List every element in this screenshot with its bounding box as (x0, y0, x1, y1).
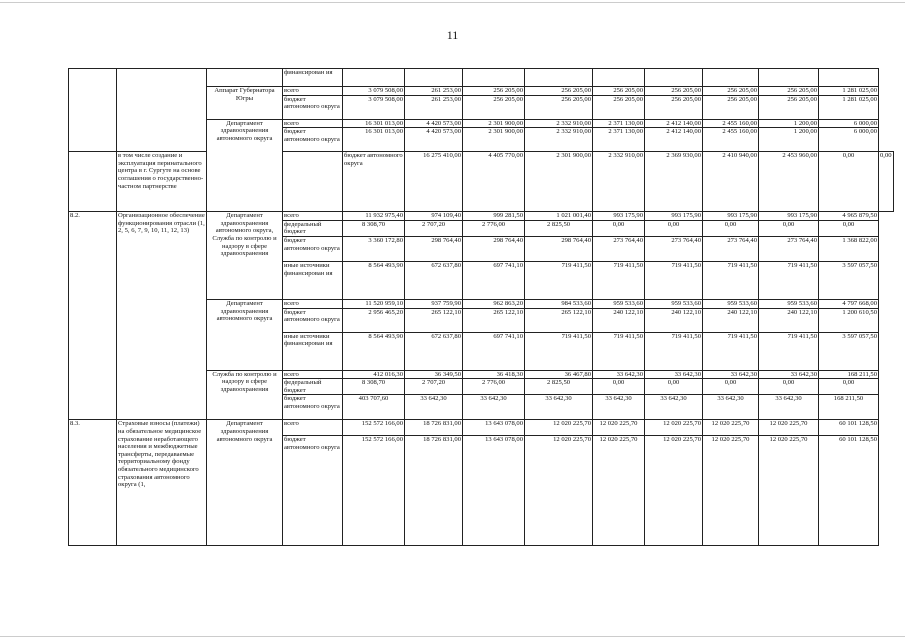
cell-value: 2 776,00 (463, 379, 525, 395)
cell-value: 16 301 013,00 (343, 128, 405, 152)
cell-value: 962 863,20 (463, 299, 525, 308)
cell-value: 240 122,10 (703, 308, 759, 332)
cell-value: 3 360 172,80 (343, 236, 405, 261)
cell-value: 256 205,00 (593, 87, 645, 96)
cell-no: 8.3. (69, 420, 117, 546)
cell-value: 2 301 900,00 (463, 119, 525, 128)
cell-value: 959 533,60 (645, 299, 703, 308)
cell-value: 2 956 465,20 (343, 308, 405, 332)
cell-value (703, 69, 759, 87)
cell-value: 697 741,10 (463, 261, 525, 299)
cell-value (525, 69, 593, 87)
cell-value: 18 726 831,00 (405, 436, 463, 546)
cell-value: 719 411,50 (645, 332, 703, 370)
cell-source: иные источники финансирован ия (283, 332, 343, 370)
cell-exec (207, 69, 283, 87)
cell-value: 0,00 (759, 220, 819, 236)
cell-value: 16 301 013,00 (343, 119, 405, 128)
cell-value: 672 637,80 (405, 261, 463, 299)
cell-value: 273 764,40 (645, 236, 703, 261)
cell-value: 2 301 900,00 (463, 128, 525, 152)
cell-value: 2 825,50 (525, 379, 593, 395)
cell-value (593, 69, 645, 87)
cell-value: 298 764,40 (525, 236, 593, 261)
cell-value: 0,00 (645, 379, 703, 395)
cell-value: 2 825,50 (525, 220, 593, 236)
cell-value: 984 533,60 (525, 299, 593, 308)
cell-value: 2 412 140,00 (645, 119, 703, 128)
cell-value: 16 275 410,00 (405, 152, 463, 212)
cell-value: 4 420 573,00 (405, 119, 463, 128)
cell-value: 2 332 910,00 (525, 128, 593, 152)
cell-exec: Департамент здравоохранения автономного округа (207, 420, 283, 546)
cell-value: 993 175,90 (645, 212, 703, 221)
cell-value (405, 69, 463, 87)
cell-value: 33 642,30 (405, 395, 463, 420)
cell-value: 3 079 508,00 (343, 87, 405, 96)
cell-value: 6 000,00 (819, 128, 879, 152)
cell-value: 2 453 960,00 (759, 152, 819, 212)
cell-value: 256 205,00 (703, 87, 759, 96)
cell-source: бюджет автономного округа (283, 395, 343, 420)
cell-value: 33 642,30 (463, 395, 525, 420)
cell-value: 261 253,00 (405, 87, 463, 96)
cell-task: в том числе создание и эксплуатация перинатального центра в г. Сургуте на основе соглашения о государственно-частном партнерстве (117, 152, 207, 212)
cell-no (69, 152, 117, 212)
cell-value: 0,00 (703, 379, 759, 395)
cell-value: 959 533,60 (593, 299, 645, 308)
cell-value (819, 69, 879, 87)
cell-value: 60 101 128,50 (819, 436, 879, 546)
cell-value: 8 564 493,90 (343, 261, 405, 299)
cell-value: 719 411,50 (645, 261, 703, 299)
cell-value: 168 211,50 (819, 395, 879, 420)
cell-value: 256 205,00 (525, 87, 593, 96)
cell-value: 12 020 225,70 (759, 420, 819, 436)
cell-source: всего (283, 299, 343, 308)
cell-value: 4 420 573,00 (405, 128, 463, 152)
cell-value: 1 200 610,50 (819, 308, 879, 332)
cell-task (117, 69, 207, 152)
cell-exec: Департамент здравоохранения автономного округа (207, 119, 283, 212)
cell-value: 937 759,90 (405, 299, 463, 308)
cell-value: 12 020 225,70 (525, 436, 593, 546)
cell-value: 33 642,30 (759, 370, 819, 379)
cell-value: 36 418,30 (463, 370, 525, 379)
cell-value: 719 411,50 (525, 261, 593, 299)
cell-value: 2 707,20 (405, 379, 463, 395)
cell-value: 2 455 160,00 (703, 128, 759, 152)
cell-value: 256 205,00 (759, 95, 819, 119)
cell-value: 240 122,10 (593, 308, 645, 332)
cell-value: 0,00 (703, 220, 759, 236)
cell-value: 12 020 225,70 (525, 420, 593, 436)
cell-value: 298 764,40 (405, 236, 463, 261)
cell-value: 256 205,00 (645, 87, 703, 96)
cell-value: 959 533,60 (703, 299, 759, 308)
cell-value: 2 412 140,00 (645, 128, 703, 152)
cell-value: 993 175,90 (759, 212, 819, 221)
table-row (69, 69, 894, 87)
cell-exec (283, 152, 343, 212)
cell-value: 697 741,10 (463, 332, 525, 370)
cell-value: 11 932 975,40 (343, 212, 405, 221)
cell-value: 33 642,30 (703, 395, 759, 420)
cell-value: 265 122,10 (405, 308, 463, 332)
cell-value: 2 369 930,00 (645, 152, 703, 212)
cell-value: 12 020 225,70 (645, 420, 703, 436)
cell-source: федеральный бюджет (283, 220, 343, 236)
cell-value: 256 205,00 (759, 87, 819, 96)
cell-value: 8 564 493,90 (343, 332, 405, 370)
cell-source: иные источники финансирован ия (283, 261, 343, 299)
cell-value: 33 642,30 (593, 395, 645, 420)
cell-value: 33 642,30 (593, 370, 645, 379)
cell-value (463, 69, 525, 87)
cell-value: 959 533,60 (759, 299, 819, 308)
cell-value: 2 776,00 (463, 220, 525, 236)
cell-value: 11 520 959,10 (343, 299, 405, 308)
cell-value: 256 205,00 (703, 95, 759, 119)
cell-value: 412 016,30 (343, 370, 405, 379)
cell-value: 256 205,00 (463, 95, 525, 119)
cell-value: 672 637,80 (405, 332, 463, 370)
cell-value: 152 572 166,00 (343, 436, 405, 546)
cell-value: 4 405 770,00 (463, 152, 525, 212)
cell-value: 33 642,30 (525, 395, 593, 420)
cell-value: 33 642,30 (645, 370, 703, 379)
cell-source: бюджет автономного округа (283, 95, 343, 119)
cell-value: 1 200,00 (759, 119, 819, 128)
cell-value: 719 411,50 (593, 332, 645, 370)
cell-value: 0,00 (819, 152, 879, 212)
cell-value (645, 69, 703, 87)
cell-value: 12 020 225,70 (703, 436, 759, 546)
cell-value: 719 411,50 (593, 261, 645, 299)
cell-value: 403 707,60 (343, 395, 405, 420)
cell-value: 0,00 (819, 379, 879, 395)
cell-value: 2 301 900,00 (525, 152, 593, 212)
cell-value: 0,00 (645, 220, 703, 236)
cell-source: бюджет автономного округа (283, 236, 343, 261)
cell-exec: Департамент здравоохранения автономного округа, Служба по контролю и надзору в сфере здравоохранения (207, 212, 283, 300)
cell-value: 256 205,00 (463, 87, 525, 96)
cell-value: 719 411,50 (703, 261, 759, 299)
cell-source: финансирован ия (283, 69, 343, 87)
cell-value (343, 69, 405, 87)
cell-value: 18 726 831,00 (405, 420, 463, 436)
cell-value: 719 411,50 (759, 332, 819, 370)
cell-task: Организационное обеспечение функционирования отрасли (1, 2, 5, 6, 7, 9, 10, 11, 12, 13) (117, 212, 207, 420)
cell-value: 2 707,20 (405, 220, 463, 236)
cell-value: 12 020 225,70 (645, 436, 703, 546)
table-row (69, 152, 894, 212)
scan-edge-top (0, 2, 905, 3)
budget-table (68, 68, 894, 546)
cell-value: 974 109,40 (405, 212, 463, 221)
cell-value: 298 764,40 (463, 236, 525, 261)
cell-value: 2 410 940,00 (703, 152, 759, 212)
cell-value: 719 411,50 (525, 332, 593, 370)
cell-no (69, 69, 117, 152)
cell-value: 1 281 025,00 (819, 87, 879, 96)
cell-value (759, 69, 819, 87)
cell-value: 273 764,40 (759, 236, 819, 261)
cell-value: 12 020 225,70 (593, 436, 645, 546)
cell-value: 152 572 166,00 (343, 420, 405, 436)
cell-value: 8 308,70 (343, 379, 405, 395)
cell-value: 13 643 078,00 (463, 420, 525, 436)
cell-value: 33 642,30 (703, 370, 759, 379)
cell-value: 256 205,00 (593, 95, 645, 119)
cell-value: 261 253,00 (405, 95, 463, 119)
cell-value: 1 368 822,00 (819, 236, 879, 261)
cell-value: 240 122,10 (645, 308, 703, 332)
cell-source: всего (283, 119, 343, 128)
cell-source: всего (283, 420, 343, 436)
table-row (69, 420, 894, 436)
cell-no: 8.2. (69, 212, 117, 420)
cell-source: бюджет автономного округа (283, 308, 343, 332)
cell-value: 265 122,10 (525, 308, 593, 332)
cell-value: 4 797 668,00 (819, 299, 879, 308)
scan-edge-bottom (0, 636, 905, 637)
cell-value: 993 175,90 (703, 212, 759, 221)
cell-value: 168 211,50 (819, 370, 879, 379)
cell-value: 0,00 (593, 220, 645, 236)
cell-value: 8 308,70 (343, 220, 405, 236)
cell-value: 0,00 (819, 220, 879, 236)
cell-value: 12 020 225,70 (593, 420, 645, 436)
cell-value: 256 205,00 (645, 95, 703, 119)
cell-value: 273 764,40 (703, 236, 759, 261)
cell-value: 256 205,00 (525, 95, 593, 119)
page-number: 11 (446, 28, 459, 42)
cell-value: 719 411,50 (703, 332, 759, 370)
cell-source: бюджет автономного округа (283, 128, 343, 152)
cell-value: 2 332 910,00 (593, 152, 645, 212)
cell-value: 999 281,50 (463, 212, 525, 221)
cell-source: всего (283, 87, 343, 96)
cell-value: 2 371 130,00 (593, 128, 645, 152)
cell-exec: Аппарат Губернатора Югры (207, 87, 283, 120)
cell-value: 33 642,30 (645, 395, 703, 420)
cell-source: бюджет автономного округа (283, 436, 343, 546)
cell-value: 265 122,10 (463, 308, 525, 332)
cell-value: 2 371 130,00 (593, 119, 645, 128)
cell-value: 1 200,00 (759, 128, 819, 152)
cell-value: 12 020 225,70 (703, 420, 759, 436)
cell-value: 2 455 160,00 (703, 119, 759, 128)
cell-value: 3 079 508,00 (343, 95, 405, 119)
cell-value: 3 597 057,50 (819, 332, 879, 370)
cell-value: 1 021 001,40 (525, 212, 593, 221)
cell-value: 273 764,40 (593, 236, 645, 261)
cell-value: 240 122,10 (759, 308, 819, 332)
cell-value: 3 597 057,50 (819, 261, 879, 299)
cell-source: всего (283, 370, 343, 379)
cell-value: 0,00 (759, 379, 819, 395)
cell-value: 0,00 (593, 379, 645, 395)
cell-value: 60 101 128,50 (819, 420, 879, 436)
cell-value: 36 349,50 (405, 370, 463, 379)
cell-source: всего (283, 212, 343, 221)
cell-value: 993 175,90 (593, 212, 645, 221)
cell-value: 2 332 910,00 (525, 119, 593, 128)
cell-value: 0,00 (879, 152, 894, 212)
cell-task: Страховые взносы (платежи) на обязательное медицинское страхование неработающего населения и межбюджетные трансферты, передаваемые территориальному фонду обязательного медицинского страхования автономного округа (1, (117, 420, 207, 546)
table-row (69, 212, 894, 221)
cell-source: федеральный бюджет (283, 379, 343, 395)
cell-value: 4 965 879,50 (819, 212, 879, 221)
cell-value: 13 643 078,00 (463, 436, 525, 546)
cell-value: 1 281 025,00 (819, 95, 879, 119)
cell-value: 33 642,30 (759, 395, 819, 420)
cell-value: 12 020 225,70 (759, 436, 819, 546)
cell-exec: Служба по контролю и надзору в сфере здравоохранения (207, 370, 283, 420)
cell-source: бюджет автономного округа (343, 152, 405, 212)
cell-value: 36 467,80 (525, 370, 593, 379)
cell-exec: Департамент здравоохранения автономного округа (207, 299, 283, 370)
cell-value: 6 000,00 (819, 119, 879, 128)
cell-value: 719 411,50 (759, 261, 819, 299)
